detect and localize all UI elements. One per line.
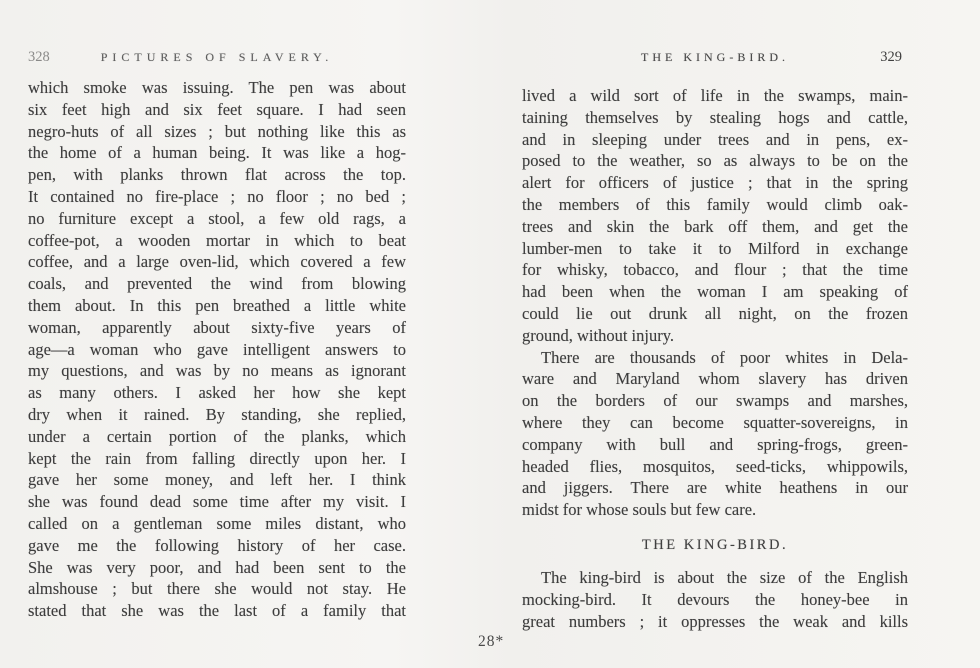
text-line: midst for whose souls but few care. bbox=[522, 500, 757, 520]
text-line: as many others. I asked her how she kept bbox=[28, 383, 406, 403]
left-page bbox=[28, 49, 406, 621]
text-line: woman, apparently about sixty-five years of bbox=[28, 317, 406, 337]
text-line: negro-huts of all sizes ; but nothing like this as bbox=[28, 121, 406, 141]
right-page-text bbox=[522, 85, 908, 632]
text-line: mocking-bird. It devours the honey-bee in bbox=[522, 589, 908, 609]
text-line: dry when it rained. By standing, she replied, bbox=[28, 404, 406, 424]
text-line: gave her some money, and left her. I think bbox=[28, 470, 406, 490]
left-page-number: 328 bbox=[28, 49, 50, 65]
text-line: called on a gentleman some miles distant, who bbox=[28, 513, 406, 533]
text-line: under a certain portion of the planks, which bbox=[28, 426, 406, 446]
text-line: no furniture except a stool, a few old rags, a bbox=[28, 208, 406, 228]
text-line: taining themselves by stealing hogs and cattle, bbox=[522, 107, 908, 127]
left-running-head: PICTURES OF SLAVERY. bbox=[100, 50, 334, 64]
text-line: almshouse ; but there she would not stay. He bbox=[28, 579, 406, 599]
right-page-paragraph-3 bbox=[522, 567, 908, 632]
text-line: them about. In this pen breathed a little white bbox=[28, 295, 406, 315]
text-line: great numbers ; it oppresses the weak and kills bbox=[522, 611, 908, 631]
right-page-paragraph-1 bbox=[522, 85, 908, 347]
text-line: posed to the weather, so as always to be on the bbox=[522, 151, 908, 171]
text-line: company with bull and spring-frogs, green- bbox=[522, 434, 908, 454]
text-line: the members of this family would climb oak- bbox=[522, 194, 908, 214]
right-page bbox=[522, 49, 908, 631]
text-line: coffee, and a large oven-lid, which covered a few bbox=[28, 252, 406, 272]
text-line: had been when the woman I am speaking of bbox=[522, 282, 908, 302]
text-line: where they can become squatter-sovereigns, in bbox=[522, 412, 908, 432]
right-running-head: THE KING-BIRD. bbox=[641, 50, 789, 64]
text-line: trees and skin the bark off them, and get the bbox=[522, 216, 908, 236]
text-line: could lie out drunk all night, on the frozen bbox=[522, 303, 908, 323]
signature-mark: 28* bbox=[478, 633, 505, 650]
text-line: six feet high and six feet square. I had seen bbox=[28, 99, 406, 119]
text-line: lumber-men to take it to Milford in exchange bbox=[522, 238, 908, 258]
text-line: and in sleeping under trees and in pens, ex- bbox=[522, 129, 908, 149]
left-page-text bbox=[28, 77, 406, 622]
text-line: headed flies, mosquitos, seed-ticks, whippowils, bbox=[522, 456, 908, 476]
right-page-number: 329 bbox=[880, 49, 902, 65]
right-page-paragraph-2 bbox=[522, 347, 908, 521]
text-line: age—a woman who gave intelligent answers to bbox=[28, 339, 406, 359]
text-line: for whisky, tobacco, and flour ; that the time bbox=[522, 260, 908, 280]
text-line: lived a wild sort of life in the swamps, main- bbox=[522, 86, 908, 105]
text-line: ware and Maryland whom slavery has driven bbox=[522, 369, 908, 389]
left-page-header bbox=[28, 50, 406, 68]
text-line: kept the rain from falling directly upon her. I bbox=[28, 448, 406, 468]
text-line: pen, with planks thrown flat across the top. bbox=[28, 165, 406, 185]
text-line: ground, without injury. bbox=[522, 325, 675, 345]
text-line: the home of a human being. It was like a hog- bbox=[28, 143, 406, 163]
text-line: coals, and prevented the wind from blowing bbox=[28, 274, 406, 294]
left-page-paragraph bbox=[28, 77, 406, 622]
text-line: stated that she was the last of a family that bbox=[28, 601, 406, 621]
text-line: It contained no fire-place ; no floor ; no bed ; bbox=[28, 186, 406, 206]
text-line: alert for officers of justice ; that in the spring bbox=[522, 173, 908, 193]
text-line: The king-bird is about the size of the English bbox=[541, 567, 908, 587]
text-line: She was very poor, and had been sent to the bbox=[28, 557, 406, 577]
text-line: she was found dead some time after my visit. I bbox=[28, 492, 406, 512]
text-line: on the borders of our swamps and marshes, bbox=[522, 391, 908, 411]
text-line: and jiggers. There are white heathens in our bbox=[522, 478, 908, 498]
text-line: coffee-pot, a wooden mortar in which to beat bbox=[28, 230, 406, 250]
text-line: which smoke was issuing. The pen was about bbox=[28, 78, 406, 97]
text-line: There are thousands of poor whites in Dela- bbox=[541, 347, 908, 367]
right-page-header bbox=[522, 50, 908, 68]
section-heading: THE KING-BIRD. bbox=[641, 536, 789, 553]
text-line: gave me the following history of her case. bbox=[28, 535, 406, 555]
text-line: my questions, and was by no means as ignorant bbox=[28, 361, 406, 381]
